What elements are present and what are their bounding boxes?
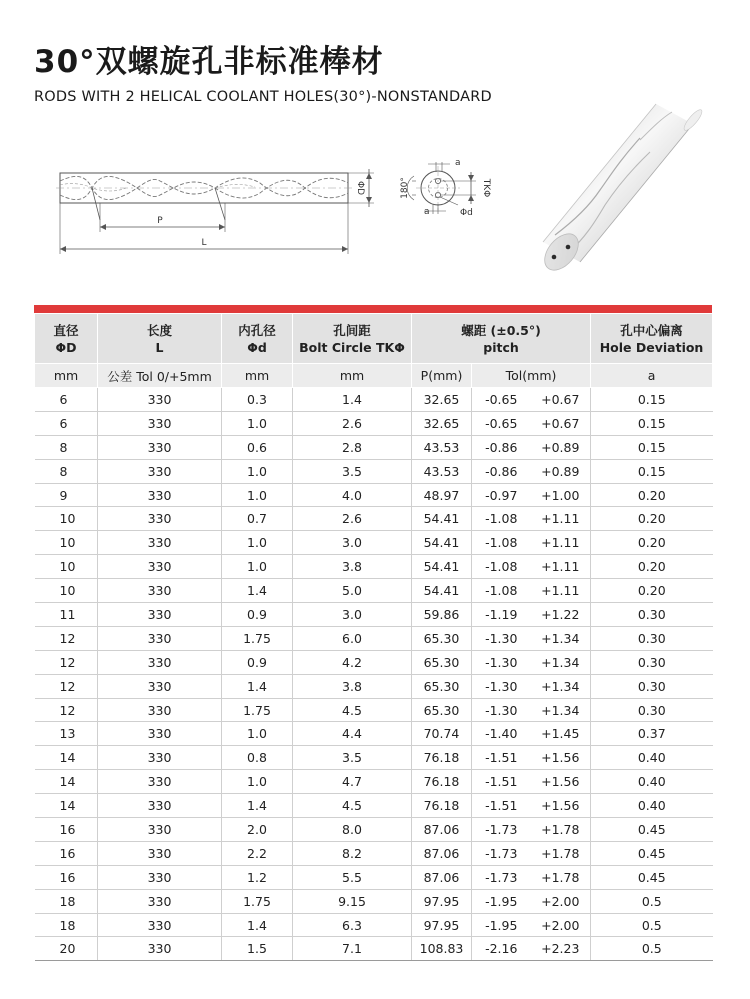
page-title: 30°双螺旋孔非标准棒材 xyxy=(34,44,384,80)
table-cell: 330 xyxy=(98,603,222,627)
table-row xyxy=(35,483,713,507)
table-cell: 0.6 xyxy=(222,435,293,459)
table-cell: 3.5 xyxy=(293,746,412,770)
table-cell: 0.15 xyxy=(591,459,713,483)
table-row xyxy=(35,841,713,865)
header-row xyxy=(35,314,713,364)
spec-table xyxy=(34,313,713,961)
header-length: 长度 L xyxy=(98,314,222,364)
table-cell: 0.30 xyxy=(591,650,713,674)
table-cell: 6 xyxy=(35,411,98,435)
table-cell: 3.5 xyxy=(293,459,412,483)
table-cell: +1.11 xyxy=(531,579,591,603)
table-cell: 1.0 xyxy=(222,722,293,746)
table-row xyxy=(35,913,713,937)
table-cell: 18 xyxy=(35,889,98,913)
table-cell: 2.2 xyxy=(222,841,293,865)
table-cell: 0.30 xyxy=(591,603,713,627)
table-cell: 330 xyxy=(98,650,222,674)
table-row xyxy=(35,818,713,842)
a-bottom-label: a xyxy=(424,207,430,217)
table-cell: 54.41 xyxy=(412,555,472,579)
table-cell: 330 xyxy=(98,674,222,698)
header-pitch: 螺距 (±0.5°) pitch xyxy=(412,314,591,364)
table-row xyxy=(35,794,713,818)
table-row xyxy=(35,507,713,531)
table-cell: 12 xyxy=(35,650,98,674)
table-cell: +1.11 xyxy=(531,531,591,555)
table-cell: +1.11 xyxy=(531,507,591,531)
table-cell: 1.0 xyxy=(222,483,293,507)
table-cell: 0.20 xyxy=(591,507,713,531)
table-cell: -1.73 xyxy=(472,818,531,842)
header-bolt-circle: 孔间距 Bolt Circle TKΦ xyxy=(293,314,412,364)
table-cell: 1.0 xyxy=(222,531,293,555)
table-cell: 3.8 xyxy=(293,555,412,579)
table-cell: +1.34 xyxy=(531,650,591,674)
table-cell: +2.23 xyxy=(531,937,591,961)
table-cell: 4.2 xyxy=(293,650,412,674)
table-cell: +2.00 xyxy=(531,889,591,913)
header-diameter: 直径 ΦD xyxy=(35,314,98,364)
table-cell: -1.19 xyxy=(472,603,531,627)
table-cell: 330 xyxy=(98,770,222,794)
table-cell: -0.97 xyxy=(472,483,531,507)
table-cell: -1.30 xyxy=(472,698,531,722)
table-cell: 330 xyxy=(98,507,222,531)
table-cell: 65.30 xyxy=(412,650,472,674)
table-cell: 65.30 xyxy=(412,674,472,698)
unit-cell: mm xyxy=(293,364,412,388)
table-cell: 1.5 xyxy=(222,937,293,961)
table-cell: 8.2 xyxy=(293,841,412,865)
table-row xyxy=(35,411,713,435)
table-cell: 65.30 xyxy=(412,626,472,650)
table-cell: 3.0 xyxy=(293,531,412,555)
table-cell: 330 xyxy=(98,698,222,722)
unit-cell: mm xyxy=(222,364,293,388)
table-cell: 330 xyxy=(98,889,222,913)
table-cell: 1.75 xyxy=(222,889,293,913)
table-cell: 0.45 xyxy=(591,841,713,865)
table-cell: 0.9 xyxy=(222,650,293,674)
table-cell: 1.4 xyxy=(222,794,293,818)
table-cell: 43.53 xyxy=(412,435,472,459)
table-cell: 76.18 xyxy=(412,770,472,794)
table-cell: 18 xyxy=(35,913,98,937)
table-cell: 5.0 xyxy=(293,579,412,603)
table-cell: -2.16 xyxy=(472,937,531,961)
table-cell: 0.40 xyxy=(591,770,713,794)
table-row xyxy=(35,674,713,698)
table-cell: +0.67 xyxy=(531,411,591,435)
rod-side-view xyxy=(56,169,374,254)
table-row xyxy=(35,889,713,913)
table-cell: +0.89 xyxy=(531,459,591,483)
table-row xyxy=(35,531,713,555)
table-cell: +1.56 xyxy=(531,794,591,818)
table-cell: 2.6 xyxy=(293,411,412,435)
table-cell: -0.65 xyxy=(472,411,531,435)
table-cell: 12 xyxy=(35,674,98,698)
table-row xyxy=(35,388,713,412)
unit-cell: Tol(mm) xyxy=(472,364,591,388)
table-cell: 8 xyxy=(35,459,98,483)
table-cell: 330 xyxy=(98,913,222,937)
table-cell: 13 xyxy=(35,722,98,746)
table-cell: 0.5 xyxy=(591,937,713,961)
table-cell: 87.06 xyxy=(412,841,472,865)
angle-label: 180° xyxy=(400,177,410,199)
table-cell: +1.11 xyxy=(531,555,591,579)
table-cell: 6.0 xyxy=(293,626,412,650)
table-cell: 0.40 xyxy=(591,794,713,818)
table-cell: -1.95 xyxy=(472,913,531,937)
table-cell: 330 xyxy=(98,435,222,459)
table-cell: 330 xyxy=(98,794,222,818)
table-cell: 0.45 xyxy=(591,865,713,889)
phiD-label: ΦD xyxy=(355,180,365,196)
table-cell: 9 xyxy=(35,483,98,507)
a-top-label: a xyxy=(455,158,461,168)
table-cell: 0.30 xyxy=(591,674,713,698)
table-cell: 4.4 xyxy=(293,722,412,746)
table-cell: 330 xyxy=(98,411,222,435)
table-cell: 330 xyxy=(98,937,222,961)
table-cell: 330 xyxy=(98,579,222,603)
table-row xyxy=(35,603,713,627)
table-cell: 16 xyxy=(35,841,98,865)
table-cell: +1.78 xyxy=(531,841,591,865)
table-row xyxy=(35,579,713,603)
table-cell: -1.73 xyxy=(472,865,531,889)
table-row xyxy=(35,937,713,961)
table-cell: 330 xyxy=(98,818,222,842)
unit-cell: mm xyxy=(35,364,98,388)
TK-label: TKΦ xyxy=(481,178,491,198)
table-cell: -1.95 xyxy=(472,889,531,913)
table-cell: +1.22 xyxy=(531,603,591,627)
table-cell: 54.41 xyxy=(412,579,472,603)
table-cell: -0.65 xyxy=(472,388,531,412)
table-cell: 10 xyxy=(35,555,98,579)
table-cell: 87.06 xyxy=(412,818,472,842)
table-cell: 1.0 xyxy=(222,411,293,435)
table-cell: 1.0 xyxy=(222,770,293,794)
table-cell: +1.34 xyxy=(531,674,591,698)
table-cell: 1.75 xyxy=(222,626,293,650)
table-cell: 1.4 xyxy=(222,913,293,937)
page-subtitle: RODS WITH 2 HELICAL COOLANT HOLES(30°)-NONSTANDARD xyxy=(34,89,492,105)
table-cell: -1.30 xyxy=(472,650,531,674)
table-row xyxy=(35,650,713,674)
table-cell: 20 xyxy=(35,937,98,961)
rod-cross-section xyxy=(400,158,491,218)
table-cell: 0.20 xyxy=(591,483,713,507)
table-cell: 0.20 xyxy=(591,531,713,555)
table-cell: 0.3 xyxy=(222,388,293,412)
table-cell: +1.78 xyxy=(531,818,591,842)
table-cell: 2.0 xyxy=(222,818,293,842)
table-cell: 16 xyxy=(35,865,98,889)
table-cell: +1.34 xyxy=(531,698,591,722)
table-cell: 70.74 xyxy=(412,722,472,746)
table-row xyxy=(35,722,713,746)
table-cell: 330 xyxy=(98,722,222,746)
table-cell: 1.2 xyxy=(222,865,293,889)
table-cell: 12 xyxy=(35,626,98,650)
table-cell: 1.4 xyxy=(222,674,293,698)
table-cell: 3.0 xyxy=(293,603,412,627)
header-hole-diameter: 内孔径 Φd xyxy=(222,314,293,364)
table-cell: 76.18 xyxy=(412,794,472,818)
table-cell: 0.7 xyxy=(222,507,293,531)
table-cell: 1.4 xyxy=(293,388,412,412)
table-accent-bar xyxy=(34,305,712,313)
table-cell: 108.83 xyxy=(412,937,472,961)
table-cell: -1.30 xyxy=(472,626,531,650)
table-cell: 1.75 xyxy=(222,698,293,722)
table-cell: 5.5 xyxy=(293,865,412,889)
table-cell: 54.41 xyxy=(412,531,472,555)
table-cell: 0.8 xyxy=(222,746,293,770)
table-cell: 6.3 xyxy=(293,913,412,937)
table-cell: +1.00 xyxy=(531,483,591,507)
table-cell: -1.08 xyxy=(472,507,531,531)
table-cell: +2.00 xyxy=(531,913,591,937)
table-cell: 87.06 xyxy=(412,865,472,889)
table-cell: 330 xyxy=(98,531,222,555)
table-row xyxy=(35,770,713,794)
table-cell: -1.08 xyxy=(472,531,531,555)
table-cell: -1.30 xyxy=(472,674,531,698)
table-cell: 14 xyxy=(35,746,98,770)
table-cell: 32.65 xyxy=(412,388,472,412)
table-cell: 0.5 xyxy=(591,913,713,937)
units-row xyxy=(35,364,713,388)
header-hole-deviation: 孔中心偏离 Hole Deviation xyxy=(591,314,713,364)
table-cell: 14 xyxy=(35,794,98,818)
table-row xyxy=(35,555,713,579)
table-cell: 1.0 xyxy=(222,459,293,483)
table-cell: +1.78 xyxy=(531,865,591,889)
table-row xyxy=(35,865,713,889)
table-cell: 330 xyxy=(98,555,222,579)
table-cell: 10 xyxy=(35,531,98,555)
table-cell: 4.7 xyxy=(293,770,412,794)
table-cell: 7.1 xyxy=(293,937,412,961)
table-cell: 0.45 xyxy=(591,818,713,842)
table-cell: 4.0 xyxy=(293,483,412,507)
table-cell: 0.30 xyxy=(591,626,713,650)
table-cell: 8.0 xyxy=(293,818,412,842)
table-cell: 65.30 xyxy=(412,698,472,722)
P-label: P xyxy=(157,216,163,226)
table-cell: 330 xyxy=(98,483,222,507)
table-cell: 330 xyxy=(98,841,222,865)
table-cell: 6 xyxy=(35,388,98,412)
table-cell: +1.56 xyxy=(531,770,591,794)
unit-cell: 公差 Tol 0/+5mm xyxy=(98,364,222,388)
table-cell: 32.65 xyxy=(412,411,472,435)
table-cell: -1.40 xyxy=(472,722,531,746)
table-cell: +0.89 xyxy=(531,435,591,459)
table-cell: 2.6 xyxy=(293,507,412,531)
table-cell: -0.86 xyxy=(472,435,531,459)
table-cell: 1.0 xyxy=(222,555,293,579)
table-cell: -1.51 xyxy=(472,746,531,770)
table-cell: 16 xyxy=(35,818,98,842)
L-label: L xyxy=(201,238,207,248)
table-cell: 0.37 xyxy=(591,722,713,746)
table-cell: +0.67 xyxy=(531,388,591,412)
table-row xyxy=(35,746,713,770)
table-cell: -1.51 xyxy=(472,770,531,794)
table-cell: 76.18 xyxy=(412,746,472,770)
table-cell: 9.15 xyxy=(293,889,412,913)
table-cell: 4.5 xyxy=(293,794,412,818)
table-cell: 11 xyxy=(35,603,98,627)
table-cell: 0.30 xyxy=(591,698,713,722)
table-cell: 330 xyxy=(98,388,222,412)
table-cell: 59.86 xyxy=(412,603,472,627)
table-cell: 330 xyxy=(98,746,222,770)
table-cell: 48.97 xyxy=(412,483,472,507)
table-cell: 43.53 xyxy=(412,459,472,483)
technical-drawing xyxy=(0,0,750,300)
table-cell: 1.4 xyxy=(222,579,293,603)
table-cell: 3.8 xyxy=(293,674,412,698)
table-cell: 2.8 xyxy=(293,435,412,459)
table-cell: 0.5 xyxy=(591,889,713,913)
table-cell: 0.15 xyxy=(591,388,713,412)
table-cell: 12 xyxy=(35,698,98,722)
table-cell: 4.5 xyxy=(293,698,412,722)
unit-cell: a xyxy=(591,364,713,388)
table-cell: 10 xyxy=(35,507,98,531)
table-cell: 330 xyxy=(98,626,222,650)
table-row xyxy=(35,459,713,483)
table-cell: 8 xyxy=(35,435,98,459)
table-cell: 0.20 xyxy=(591,579,713,603)
table-cell: 0.9 xyxy=(222,603,293,627)
table-cell: +1.45 xyxy=(531,722,591,746)
table-cell: -1.73 xyxy=(472,841,531,865)
table-cell: +1.34 xyxy=(531,626,591,650)
table-cell: 330 xyxy=(98,865,222,889)
table-row xyxy=(35,626,713,650)
rod-3d-render xyxy=(538,104,704,276)
table-cell: -1.08 xyxy=(472,555,531,579)
table-cell: 0.15 xyxy=(591,435,713,459)
table-cell: 0.15 xyxy=(591,411,713,435)
table-cell: -0.86 xyxy=(472,459,531,483)
table-cell: 54.41 xyxy=(412,507,472,531)
table-row xyxy=(35,435,713,459)
table-cell: 330 xyxy=(98,459,222,483)
table-cell: -1.51 xyxy=(472,794,531,818)
table-cell: 97.95 xyxy=(412,889,472,913)
table-cell: -1.08 xyxy=(472,579,531,603)
unit-cell: P(mm) xyxy=(412,364,472,388)
table-cell: 10 xyxy=(35,579,98,603)
table-cell: 14 xyxy=(35,770,98,794)
table-cell: 97.95 xyxy=(412,913,472,937)
table-cell: 0.20 xyxy=(591,555,713,579)
table-cell: 0.40 xyxy=(591,746,713,770)
table-row xyxy=(35,698,713,722)
table-cell: +1.56 xyxy=(531,746,591,770)
phid-label: Φd xyxy=(460,208,473,218)
